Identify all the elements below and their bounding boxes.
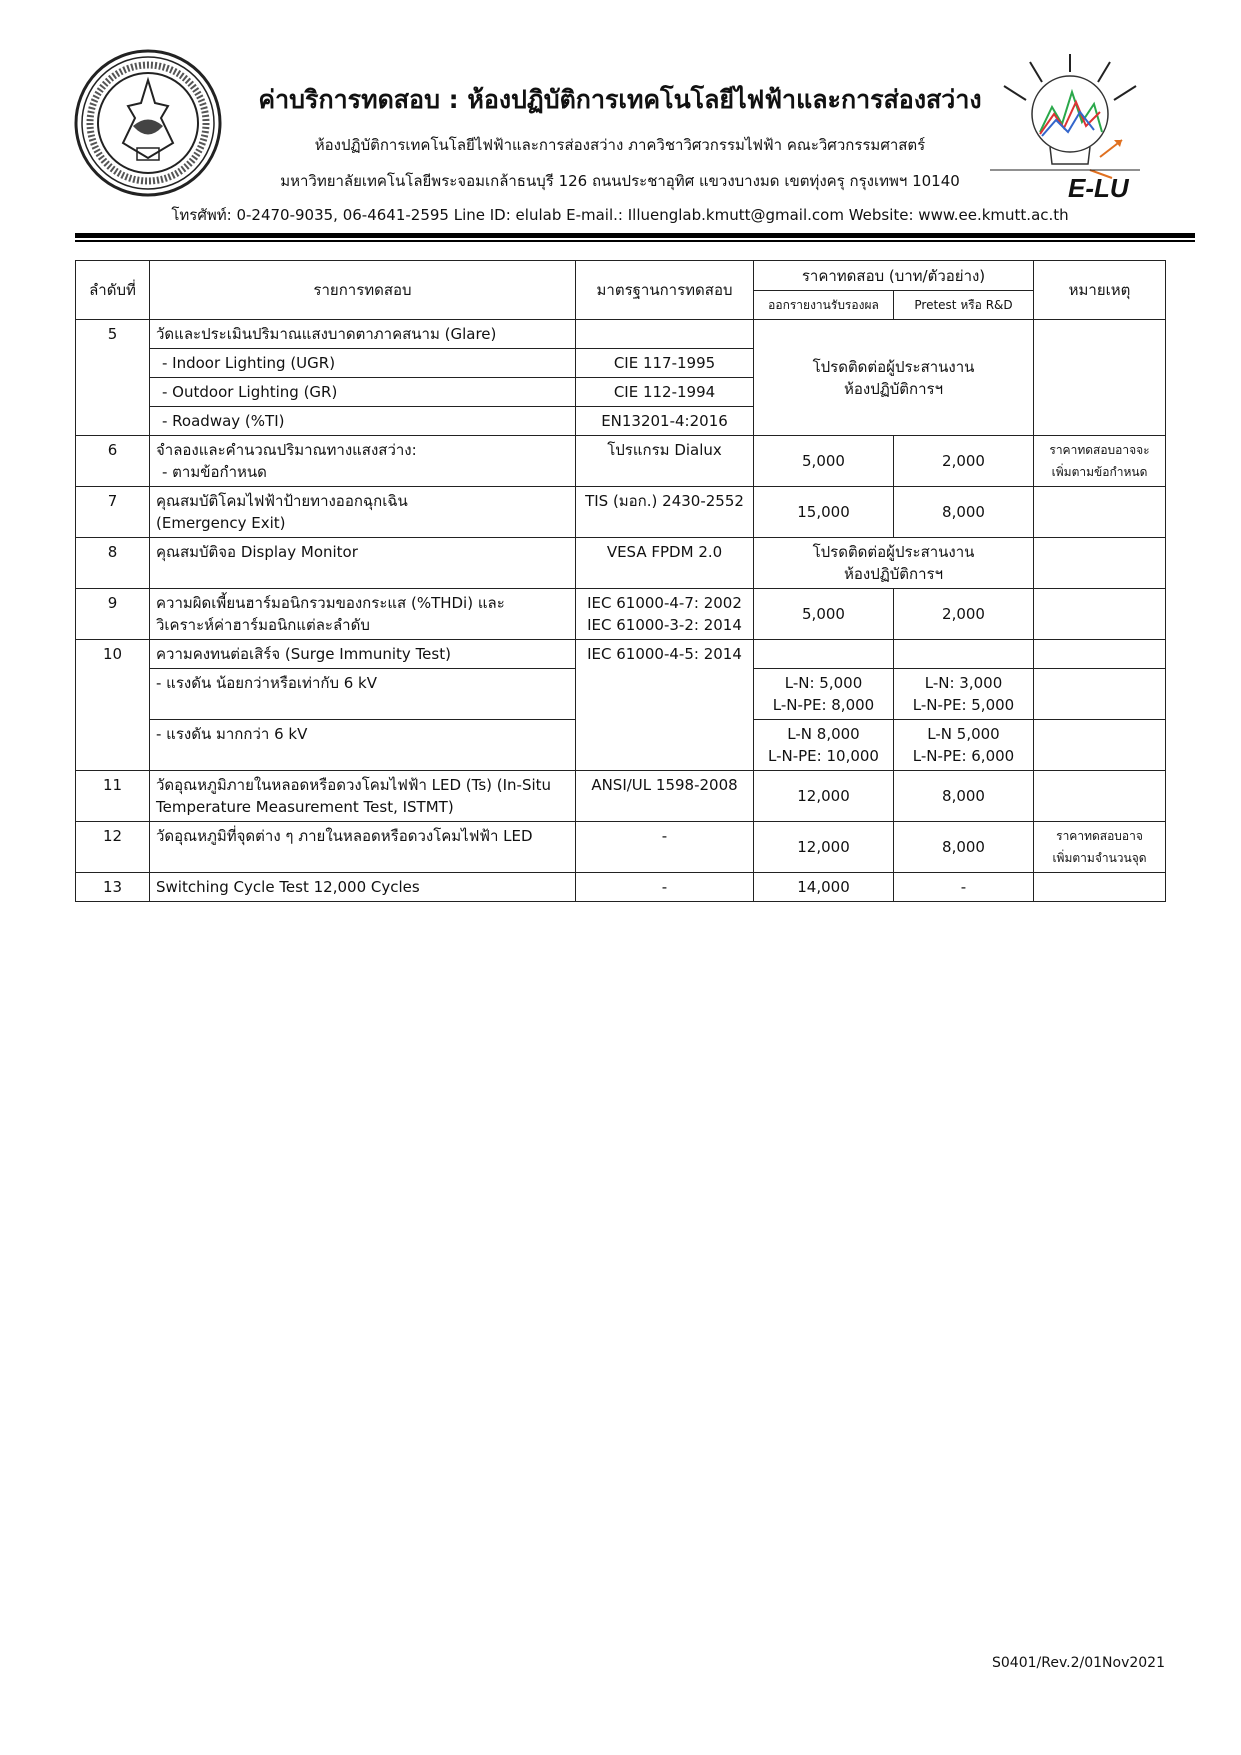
row-standard: ANSI/UL 1598-2008 (576, 771, 754, 822)
row-subitem: - Roadway (%TI) (150, 407, 576, 436)
row-no: 7 (76, 487, 150, 538)
price-cert: L-N: 5,000 L-N-PE: 8,000 (754, 669, 894, 720)
row-standard: VESA FPDM 2.0 (576, 538, 754, 589)
price-contact-line: โปรดติดต่อผู้ประสานงาน (812, 357, 975, 376)
header-no: ลำดับที่ (76, 261, 150, 320)
price-cert: 5,000 (754, 436, 894, 487)
row-item: ความคงทนต่อเสิร์จ (Surge Immunity Test) (150, 640, 576, 669)
elu-logo-text: E-LU (1068, 173, 1129, 202)
price-pretest: 8,000 (894, 487, 1034, 538)
price-pretest: 2,000 (894, 589, 1034, 640)
row-subitem: - แรงดัน น้อยกว่าหรือเท่ากับ 6 kV (150, 669, 576, 720)
row-item: คุณสมบัติจอ Display Monitor (150, 538, 576, 589)
header-standard: มาตรฐานการทดสอบ (576, 261, 754, 320)
price-pretest: L-N: 3,000 L-N-PE: 5,000 (894, 669, 1034, 720)
row-no: 5 (76, 320, 150, 436)
table-row (76, 640, 1166, 669)
row-item: วัดอุณหภูมิที่จุดต่าง ๆ ภายในหลอดหรือดวงโคมไฟฟ้า LED (150, 822, 576, 873)
table-row (76, 822, 1166, 873)
price-pretest: - (894, 873, 1034, 902)
row-no: 10 (76, 640, 150, 771)
header-price: ราคาทดสอบ (บาท/ตัวอย่าง) (754, 261, 1034, 291)
price-contact (754, 538, 1034, 589)
row-standard: CIE 117-1995 (576, 349, 754, 378)
row-item: วัดและประเมินปริมาณแสงบาดตาภาคสนาม (Glare) (150, 320, 576, 349)
document-code: S0401/Rev.2/01Nov2021 (992, 1655, 1165, 1671)
table-row (76, 487, 1166, 538)
price-contact-line: โปรดติดต่อผู้ประสานงาน (812, 543, 975, 561)
row-no: 12 (76, 822, 150, 873)
row-no: 13 (76, 873, 150, 902)
elu-lab-logo (990, 52, 1160, 202)
row-standard: - (576, 822, 754, 873)
price-cert: 12,000 (754, 822, 894, 873)
price-cert: L-N 8,000 L-N-PE: 10,000 (754, 720, 894, 771)
row-standard: โปรแกรม Dialux (576, 436, 754, 487)
price-contact (754, 320, 1034, 436)
header-rule-thick (75, 233, 1195, 238)
row-remark: ราคาทดสอบอาจจะ เพิ่มตามข้อกำหนด (1034, 436, 1166, 487)
row-standard: IEC 61000-4-5: 2014 (576, 640, 754, 771)
table-row (76, 771, 1166, 822)
header-rule-thin (75, 240, 1195, 242)
row-item: วัดอุณหภูมิภายในหลอดหรือดวงโคมไฟฟ้า LED (Ts) (In-Situ Temperature Measurement Test, ISTMT) (150, 771, 576, 822)
header-price-cert: ออกรายงานรับรองผล (754, 291, 894, 320)
row-item: คุณสมบัติโคมไฟฟ้าป้ายทางออกฉุกเฉิน (Emergency Exit) (150, 487, 576, 538)
row-standard: EN13201-4:2016 (576, 407, 754, 436)
row-subitem: - Indoor Lighting (UGR) (150, 349, 576, 378)
row-no: 6 (76, 436, 150, 487)
row-item: Switching Cycle Test 12,000 Cycles (150, 873, 576, 902)
row-no: 8 (76, 538, 150, 589)
price-cert: 15,000 (754, 487, 894, 538)
header-remark: หมายเหตุ (1034, 261, 1166, 320)
price-pretest: 8,000 (894, 822, 1034, 873)
row-standard: IEC 61000-4-7: 2002 IEC 61000-3-2: 2014 (576, 589, 754, 640)
row-no: 9 (76, 589, 150, 640)
row-no: 11 (76, 771, 150, 822)
row-item: จำลองและคำนวณปริมาณทางแสงสว่าง: - ตามข้อกำหนด (150, 436, 576, 487)
table-row (76, 320, 1166, 349)
price-cert: 14,000 (754, 873, 894, 902)
table-row (76, 873, 1166, 902)
price-contact-line: ห้องปฏิบัติการฯ (843, 379, 944, 398)
contact-line: โทรศัพท์: 0-2470-9035, 06-4641-2595 Line ID: elulab E-mail.: Illuenglab.kmutt@gmail.com Website: www.ee.kmutt.ac.th (171, 206, 1069, 224)
price-contact-line: ห้องปฏิบัติการฯ (843, 565, 944, 583)
university-address: มหาวิทยาลัยเทคโนโลยีพระจอมเกล้าธนบุรี 126 ถนนประชาอุทิศ แขวงบางมด เขตทุ่งครุ กรุงเทพฯ 10140 (280, 172, 960, 190)
row-item: ความผิดเพี้ยนฮาร์มอนิกรวมของกระแส (%THDi) และ วิเคราะห์ค่าฮาร์มอนิกแต่ละลำดับ (150, 589, 576, 640)
header-price-pretest: Pretest หรือ R&D (894, 291, 1034, 320)
row-subitem: - Outdoor Lighting (GR) (150, 378, 576, 407)
department-line: ห้องปฏิบัติการเทคโนโลยีไฟฟ้าและการส่องสว่าง ภาควิชาวิศวกรรมไฟฟ้า คณะวิศวกรรมศาสตร์ (314, 136, 926, 154)
price-pretest: 8,000 (894, 771, 1034, 822)
table-row (76, 538, 1166, 589)
page-title: ค่าบริการทดสอบ : ห้องปฏิบัติการเทคโนโลยีไฟฟ้าและการส่องสว่าง (258, 85, 982, 114)
price-cert: 5,000 (754, 589, 894, 640)
row-subitem: - แรงดัน มากกว่า 6 kV (150, 720, 576, 771)
header-item: รายการทดสอบ (150, 261, 576, 320)
price-pretest: 2,000 (894, 436, 1034, 487)
table-row (76, 436, 1166, 487)
price-table (75, 260, 1166, 902)
price-pretest: L-N 5,000 L-N-PE: 6,000 (894, 720, 1034, 771)
price-cert: 12,000 (754, 771, 894, 822)
table-row (76, 589, 1166, 640)
row-standard: - (576, 873, 754, 902)
row-standard: TIS (มอก.) 2430-2552 (576, 487, 754, 538)
row-remark: ราคาทดสอบอาจ เพิ่มตามจำนวนจุด (1034, 822, 1166, 873)
row-standard: CIE 112-1994 (576, 378, 754, 407)
